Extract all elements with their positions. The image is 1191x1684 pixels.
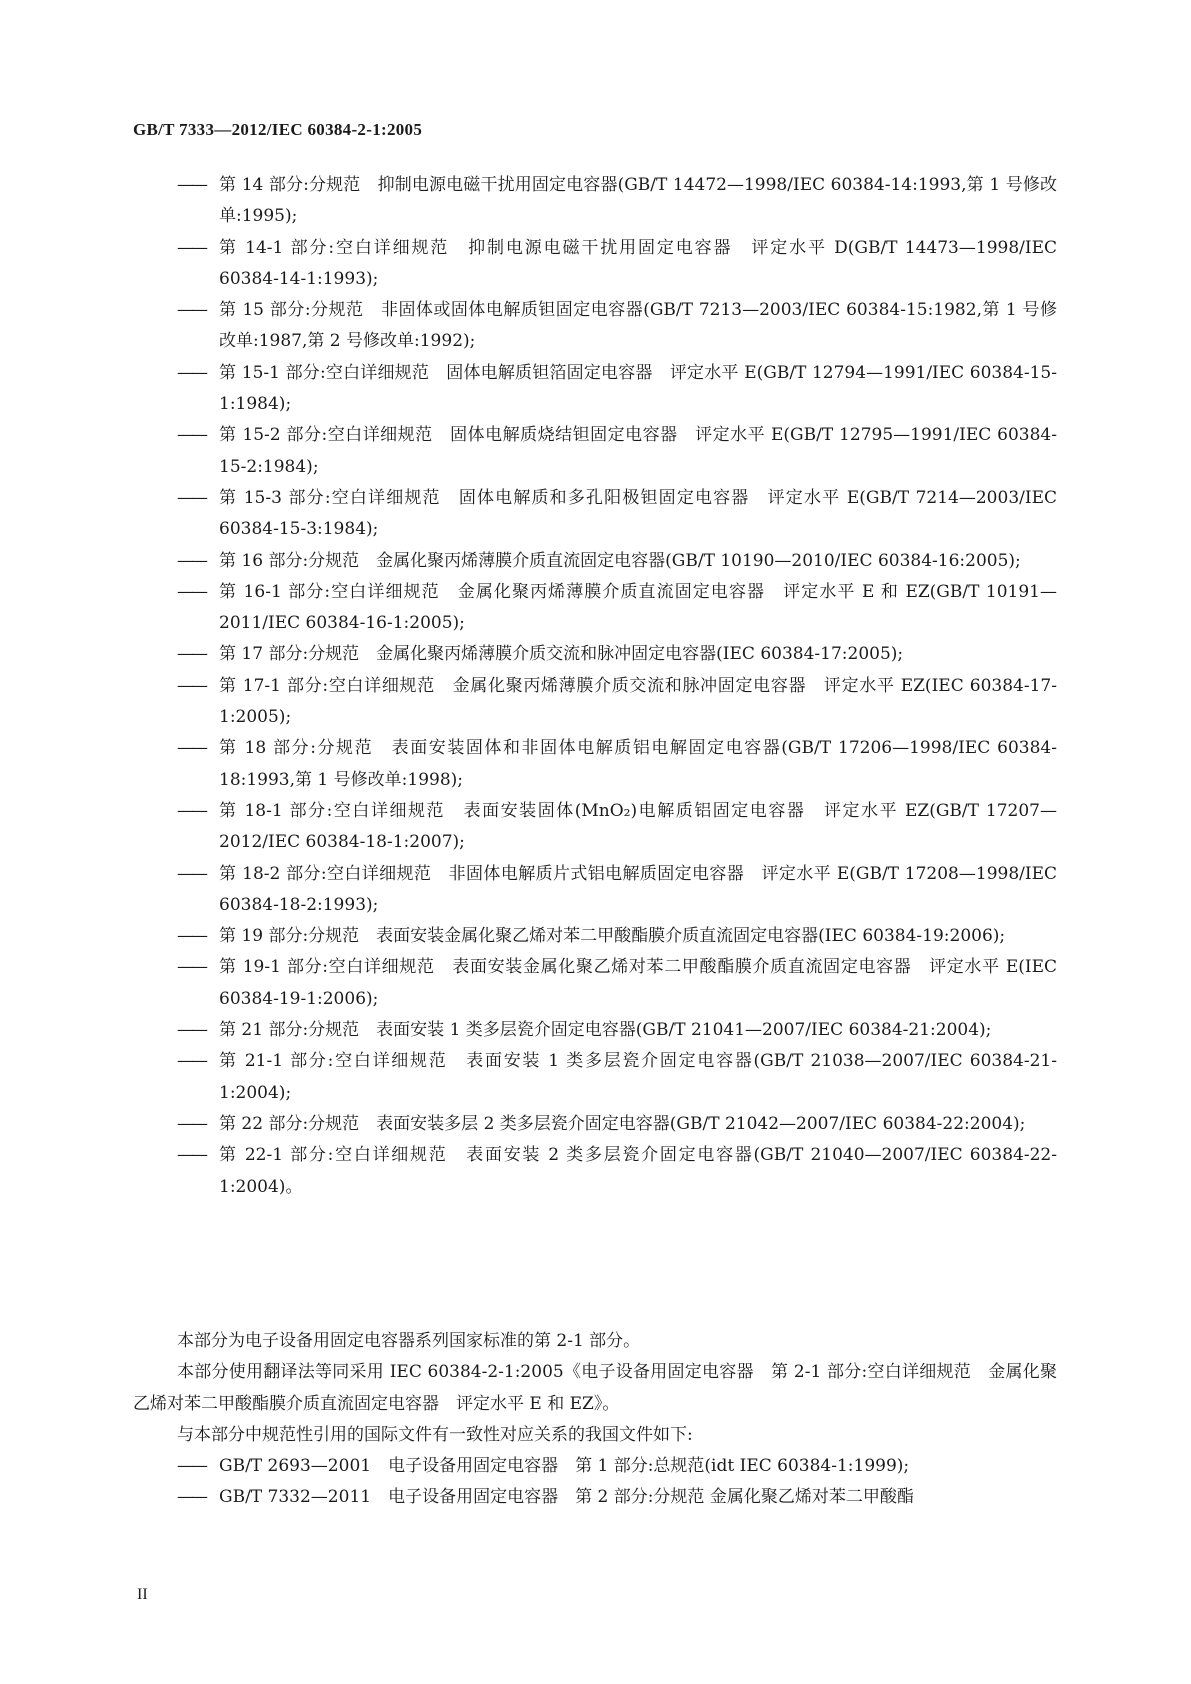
list-item — [177, 483, 1057, 546]
list-item-text: 第 22 部分:分规范 表面安装多层 2 类多层瓷介固定电容器(GB/T 21042—2007/IEC 60384-22:2004); — [219, 1113, 1026, 1134]
list-item — [177, 170, 1057, 233]
list-item — [177, 1109, 1057, 1140]
list-item — [177, 639, 1057, 670]
list-dash: —— — [177, 425, 205, 446]
list-item-text: 第 14-1 部分:空白详细规范 抑制电源电磁干扰用固定电容器 评定水平 D(GB/T 14473—1998/IEC 60384-14-1:1993); — [219, 237, 1057, 289]
paragraph: 本部分使用翻译法等同采用 IEC 60384-2-1:2005《电子设备用固定电容器 第 2-1 部分:空白详细规范 金属化聚乙烯对苯二甲酸酯膜介质直流固定电容器 评定水平 E 和 EZ》。 — [133, 1362, 1057, 1414]
list-item — [177, 733, 1057, 796]
list-item — [177, 546, 1057, 577]
list-dash: —— — [177, 863, 205, 884]
list-dash: —— — [177, 237, 205, 258]
list-item — [177, 1451, 1057, 1482]
list-item — [177, 671, 1057, 734]
list-item-text: GB/T 2693—2001 电子设备用固定电容器 第 1 部分:总规范(idt IEC 60384-1:1999); — [219, 1456, 910, 1476]
list-dash: —— — [177, 1020, 205, 1041]
list-item — [177, 358, 1057, 421]
list-dash: —— — [177, 1487, 205, 1508]
list-dash: —— — [177, 1113, 205, 1134]
list-dash: —— — [177, 926, 205, 947]
list-item — [177, 1015, 1057, 1046]
list-item — [177, 233, 1057, 296]
list-item — [177, 1046, 1057, 1109]
body-paragraphs — [133, 1326, 1057, 1451]
list-item-text: 第 19-1 部分:空白详细规范 表面安装金属化聚乙烯对苯二甲酸酯膜介质直流固定电容器 评定水平 E(IEC 60384-19-1:2006); — [219, 957, 1057, 1009]
list-item-text: 第 18 部分:分规范 表面安装固体和非固体电解质铝电解固定电容器(GB/T 17206—1998/IEC 60384-18:1993,第 1 号修改单:1998); — [219, 738, 1057, 790]
list-item-text: 第 19 部分:分规范 表面安装金属化聚乙烯对苯二甲酸酯膜介质直流固定电容器(IEC 60384-19:2006); — [219, 926, 1006, 947]
list-item-text: GB/T 7332—2011 电子设备用固定电容器 第 2 部分:分规范 金属化聚乙烯对苯二甲酸酯 — [219, 1487, 914, 1508]
list-dash: —— — [177, 800, 205, 821]
list-dash: —— — [177, 581, 205, 602]
reference-list — [177, 1451, 1057, 1514]
list-dash: —— — [177, 675, 205, 696]
paragraph: 与本部分中规范性引用的国际文件有一致性对应关系的我国文件如下: — [177, 1424, 693, 1445]
list-dash: —— — [177, 957, 205, 978]
list-item-text: 第 16-1 部分:空白详细规范 金属化聚丙烯薄膜介质直流固定电容器 评定水平 E 和 EZ(GB/T 10191—2011/IEC 60384-16-1:2005); — [219, 581, 1057, 634]
list-item — [177, 921, 1057, 952]
document-header: GB/T 7333—2012/IEC 60384-2-1:2005 — [133, 120, 423, 139]
list-dash: —— — [177, 644, 205, 665]
list-item — [177, 1140, 1057, 1203]
standard-parts-list — [177, 170, 1057, 1203]
list-item — [177, 859, 1057, 922]
list-dash: —— — [177, 300, 205, 321]
list-item — [177, 420, 1057, 483]
list-dash: —— — [177, 362, 205, 383]
list-item-text: 第 17 部分:分规范 金属化聚丙烯薄膜介质交流和脉冲固定电容器(IEC 60384-17:2005); — [219, 644, 904, 665]
list-item — [177, 295, 1057, 358]
list-item-text: 第 15-2 部分:空白详细规范 固体电解质烧结钽固定电容器 评定水平 E(GB/T 12795—1991/IEC 60384-15-2:1984); — [219, 425, 1057, 477]
list-dash: —— — [177, 1456, 205, 1476]
list-dash: —— — [177, 487, 205, 508]
list-item — [177, 952, 1057, 1015]
list-dash: —— — [177, 550, 205, 571]
list-dash: —— — [177, 175, 205, 195]
list-item-text: 第 15-1 部分:空白详细规范 固体电解质钽箔固定电容器 评定水平 E(GB/T 12794—1991/IEC 60384-15-1:1984); — [219, 362, 1057, 415]
list-item-text: 第 21 部分:分规范 表面安装 1 类多层瓷介固定电容器(GB/T 21041—2007/IEC 60384-21:2004); — [219, 1020, 992, 1041]
list-item-text: 第 18-1 部分:空白详细规范 表面安装固体(MnO₂)电解质铝固定电容器 评定水平 EZ(GB/T 17207—2012/IEC 60384-18-1:2007); — [219, 800, 1057, 853]
list-item — [177, 796, 1057, 859]
list-item — [177, 1482, 1057, 1513]
list-dash: —— — [177, 1145, 205, 1166]
list-item-text: 第 15 部分:分规范 非固体或固体电解质钽固定电容器(GB/T 7213—2003/IEC 60384-15:1982,第 1 号修改单:1987,第 2 号修改单:1992); — [219, 300, 1057, 352]
list-item-text: 第 14 部分:分规范 抑制电源电磁干扰用固定电容器(GB/T 14472—1998/IEC 60384-14:1993,第 1 号修改单:1995); — [219, 175, 1057, 227]
list-item — [177, 577, 1057, 640]
list-item-text: 第 16 部分:分规范 金属化聚丙烯薄膜介质直流固定电容器(GB/T 10190—2010/IEC 60384-16:2005); — [219, 550, 1021, 571]
list-item-text: 第 15-3 部分:空白详细规范 固体电解质和多孔阳极钽固定电容器 评定水平 E(GB/T 7214—2003/IEC 60384-15-3:1984); — [219, 487, 1057, 540]
list-item-text: 第 21-1 部分:空白详细规范 表面安装 1 类多层瓷介固定电容器(GB/T 21038—2007/IEC 60384-21-1:2004); — [219, 1051, 1057, 1103]
list-item-text: 第 18-2 部分:空白详细规范 非固体电解质片式铝电解质固定电容器 评定水平 E(GB/T 17208—1998/IEC 60384-18-2:1993); — [219, 863, 1057, 915]
list-item-text: 第 22-1 部分:空白详细规范 表面安装 2 类多层瓷介固定电容器(GB/T 21040—2007/IEC 60384-22-1:2004)。 — [219, 1145, 1057, 1197]
paragraph: 本部分为电子设备用固定电容器系列国家标准的第 2-1 部分。 — [177, 1331, 641, 1351]
list-dash: —— — [177, 1051, 205, 1072]
page-number: II — [137, 1586, 148, 1603]
list-item-text: 第 17-1 部分:空白详细规范 金属化聚丙烯薄膜介质交流和脉冲固定电容器 评定水平 EZ(IEC 60384-17-1:2005); — [219, 675, 1057, 728]
list-dash: —— — [177, 738, 205, 759]
